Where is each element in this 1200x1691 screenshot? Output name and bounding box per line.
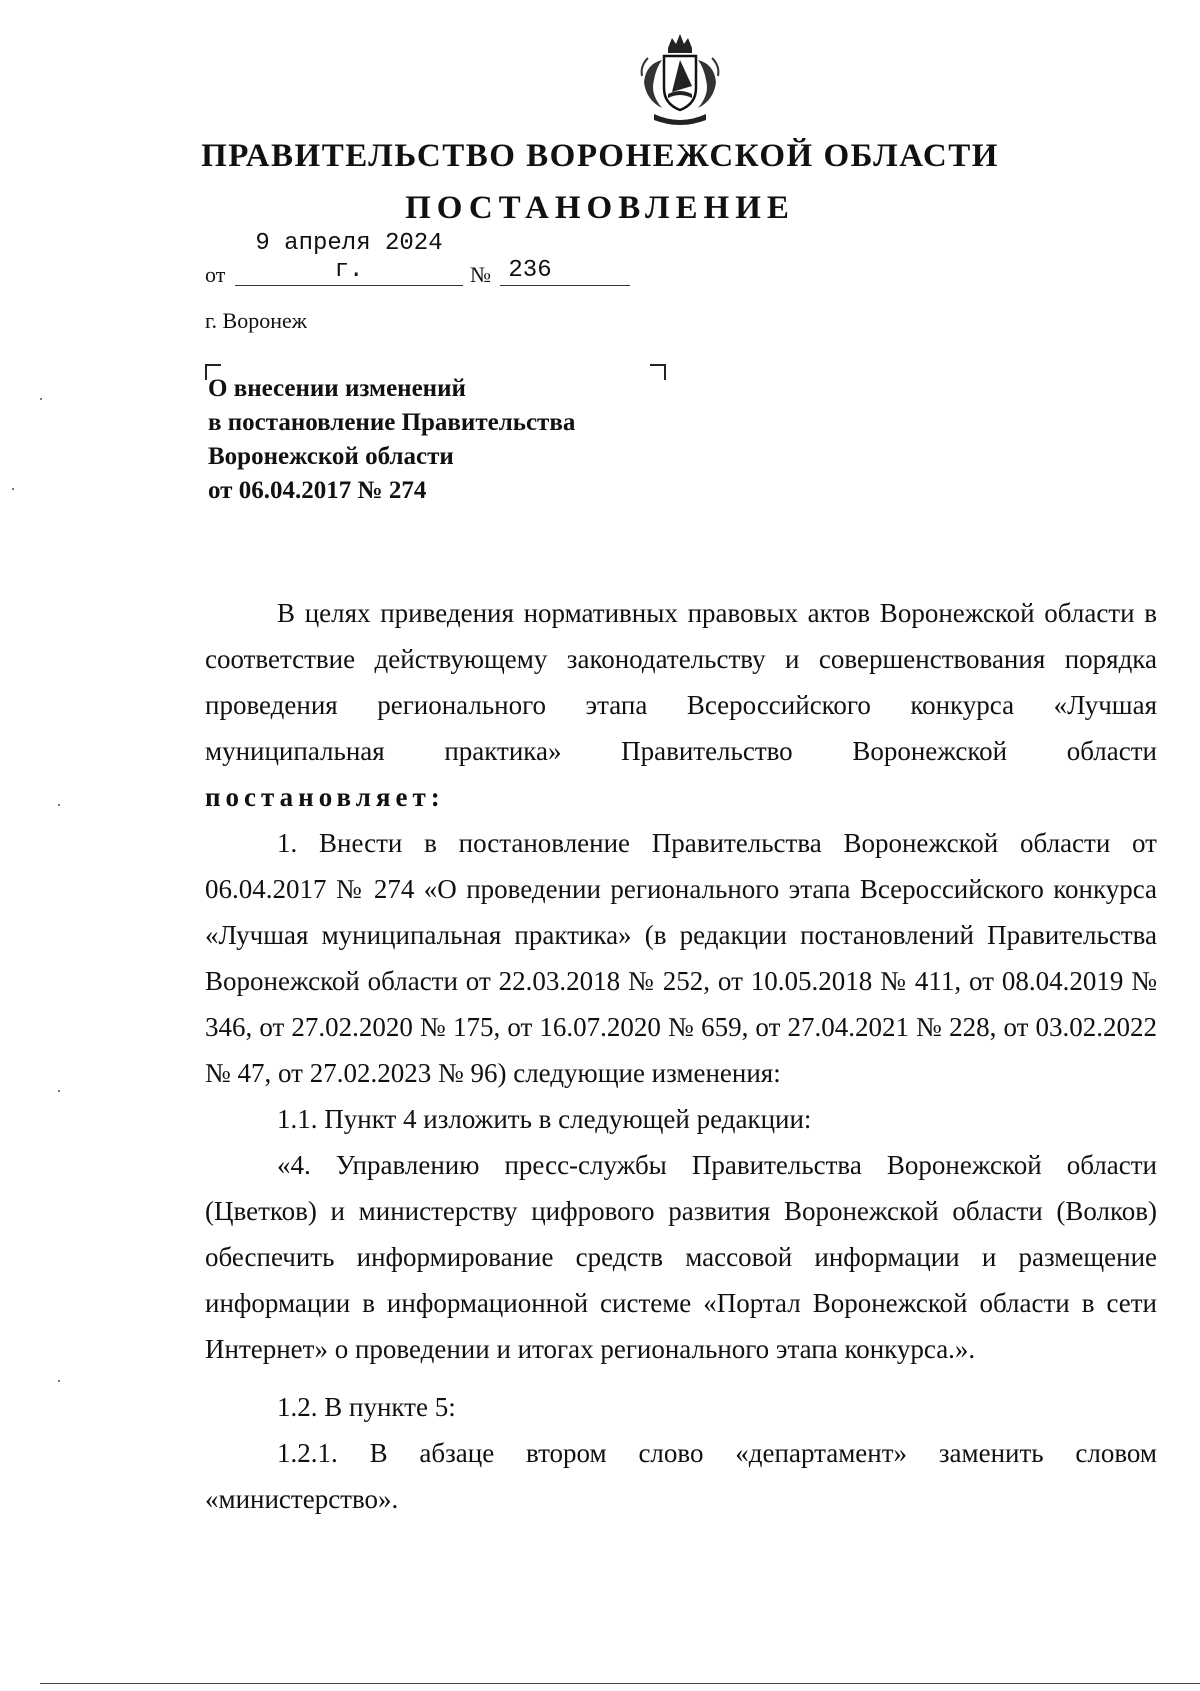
scan-speck <box>12 488 14 490</box>
resolves-word: постановляет: <box>205 782 445 812</box>
number-underline <box>500 285 630 286</box>
document-body <box>205 590 1157 1522</box>
subject-corner-right <box>650 364 666 380</box>
subject-line: О внесении изменений <box>208 375 466 402</box>
number-label: № <box>470 262 491 287</box>
document-number: 236 <box>508 257 552 284</box>
subject-line: от 06.04.2017 № 274 <box>208 477 427 504</box>
scan-speck <box>40 398 42 400</box>
date-from-label: от <box>205 262 226 287</box>
document-type-title: ПОСТАНОВЛЕНИЕ <box>405 190 795 226</box>
preamble-text: В целях приведения нормативных правовых актов Воронежской области в соответствие действующему законодательству и совершенствования порядка проведения регионального этапа Всероссийского конкурса «Лучшая муниципальная практика» Правительство Воронежской области <box>205 598 1157 766</box>
quote-item-4-paragraph: «4. Управлению пресс-службы Правительства Воронежской области (Цветков) и министерству цифрового развития Воронежской области (Волков) обеспечить информирование средств массовой информации и размещение информации в информационной системе «Портал Воронежской области в сети Интернет» о проведении и итогах регионального этапа конкурса.». <box>205 1150 1157 1364</box>
scan-speck <box>58 1380 60 1382</box>
item-1-paragraph: 1. Внести в постановление Правительства Воронежской области от 06.04.2017 № 274 «О проведении регионального этапа Всероссийского конкурса «Лучшая муниципальная практика» (в редакции постановлений Правительства Воронежской области от 22.03.2018 № 252, от 10.05.2018 № 411, от 08.04.2019 № 346, от 27.02.2020 № 175, от 16.07.2020 № 659, от 27.04.2021 № 228, от 03.02.2022 № 47, от 27.02.2023 № 96) следующие изменения: <box>205 828 1157 1088</box>
bottom-rule <box>40 1683 1200 1684</box>
date-number-line <box>205 230 675 292</box>
organization-title: ПРАВИТЕЛЬСТВО ВОРОНЕЖСКОЙ ОБЛАСТИ <box>201 138 999 174</box>
scan-speck <box>58 1090 60 1092</box>
subject-line: в постановление Правительства <box>208 409 576 436</box>
preamble-paragraph <box>205 590 1157 820</box>
subject-line: Воронежской области <box>208 443 454 470</box>
item-1-1-paragraph: 1.1. Пункт 4 изложить в следующей редакции: <box>277 1104 812 1134</box>
document-date: 9 апреля 2024 г. <box>255 230 443 284</box>
subject-heading <box>208 372 575 508</box>
coat-of-arms-icon <box>628 30 732 130</box>
scan-speck <box>58 804 60 806</box>
item-1-2-1-paragraph: 1.2.1. В абзаце втором слово «департамент» заменить словом «министерство». <box>205 1438 1157 1514</box>
item-1-2-paragraph: 1.2. В пункте 5: <box>277 1392 456 1422</box>
date-underline <box>235 285 463 286</box>
city: г. Воронеж <box>205 308 307 333</box>
